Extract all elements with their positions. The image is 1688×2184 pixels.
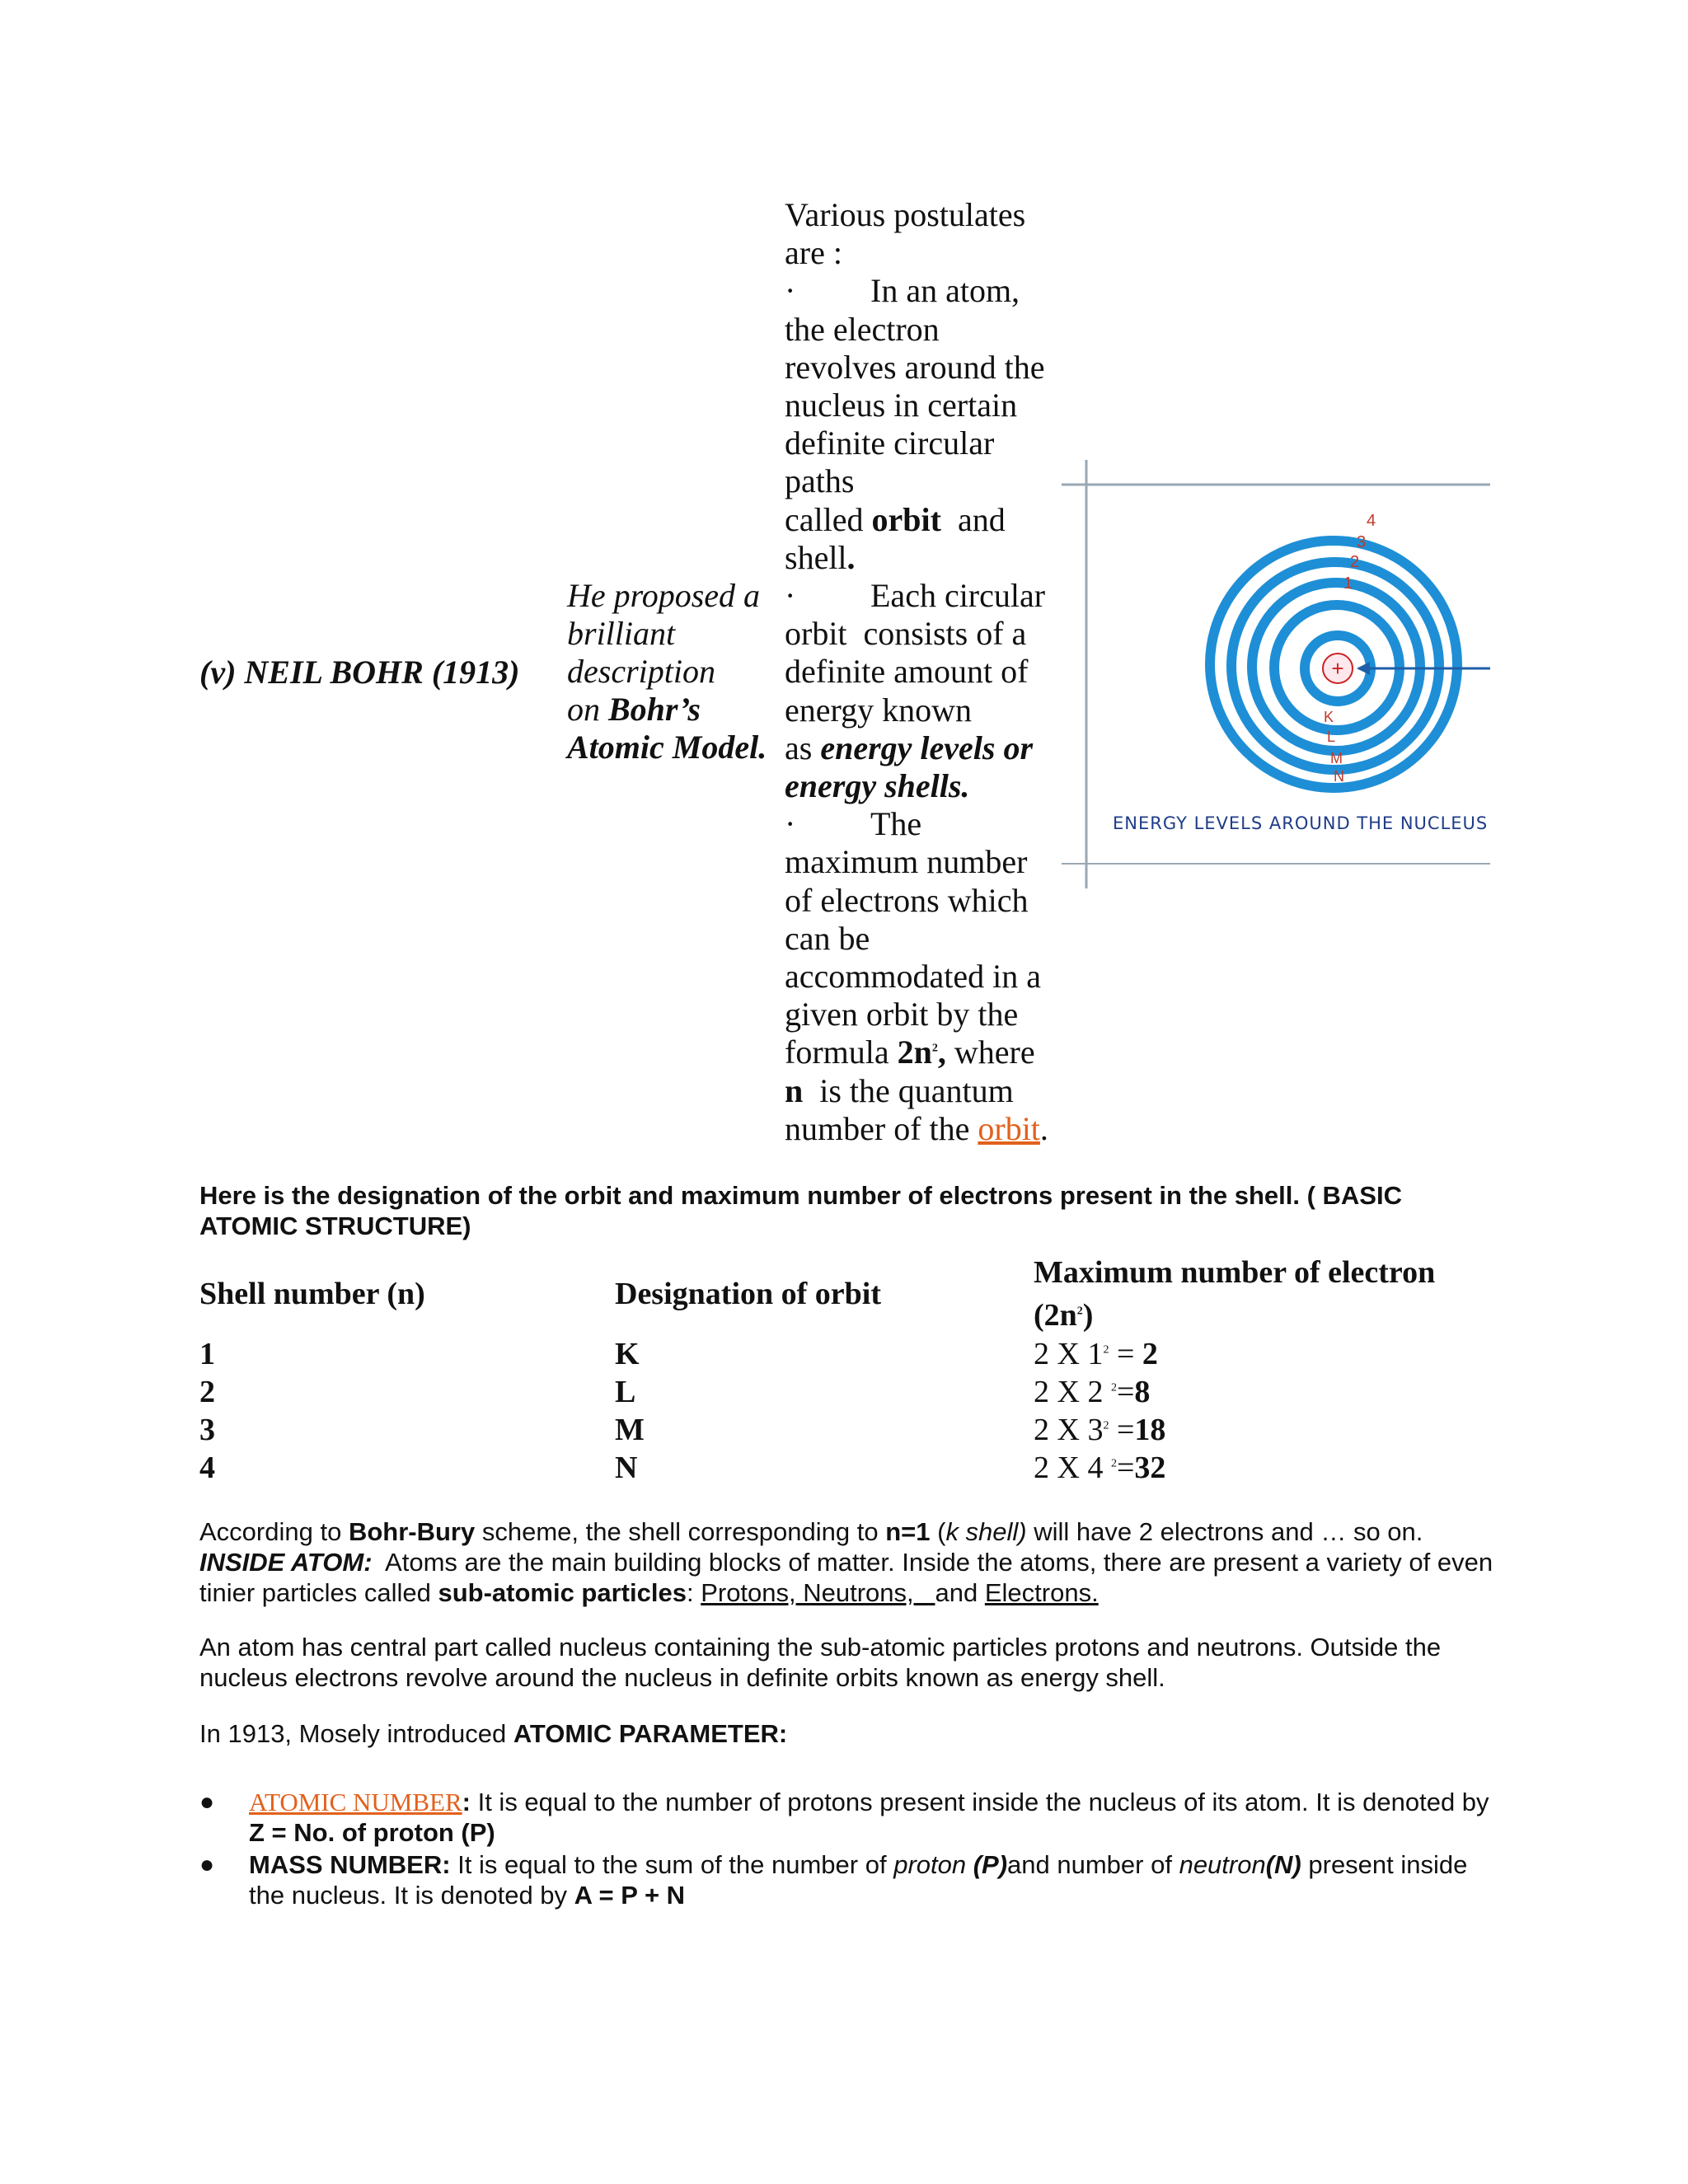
text: It is equal to the number of protons present inside the nucleus of its atom. It is denoted by	[470, 1788, 1489, 1816]
cell-orbit: K	[615, 1337, 640, 1371]
table-row	[199, 1449, 1518, 1487]
text: and number of	[1007, 1850, 1179, 1879]
nucleus-sign: +	[1331, 656, 1344, 681]
desc-line: He proposed a	[567, 577, 761, 614]
postulate-line: definite amount of	[785, 653, 1029, 691]
nucleus-paragraph: An atom has central part called nucleus containing the sub-atomic particles protons and neutrons. Outside the nucleus electrons revolve around the nucleus in definite orbits known as energy shell.	[199, 1633, 1442, 1692]
postulate-line: energy known	[785, 691, 972, 729]
desc-line: brilliant	[567, 615, 676, 652]
atomic-number-link[interactable]: ATOMIC NUMBER	[249, 1788, 462, 1816]
text: will have 2 electrons and … so on.	[1026, 1517, 1423, 1546]
text: is the quantum	[803, 1071, 1014, 1109]
desc-model: Atomic Model.	[567, 729, 767, 766]
text: Maximum number of electron (2n	[1034, 1255, 1436, 1333]
list-item	[199, 1787, 1493, 1848]
bullet-dot: ·	[785, 577, 796, 615]
designation-caption: Here is the designation of the orbit and maximum number of electrons present in the shell. ( BASIC ATOMIC STRUCTURE)	[199, 1181, 1402, 1240]
postulate-line: revolves around the	[785, 348, 1045, 386]
cell-shell: 2	[199, 1375, 215, 1409]
postulate-line	[785, 539, 1061, 577]
mosely-paragraph	[199, 1718, 1493, 1749]
text: .	[846, 538, 856, 576]
bullet-dot: ·	[785, 272, 796, 310]
shell-letter: N	[1334, 768, 1344, 785]
postulate-line	[785, 1110, 1061, 1148]
postulate-line: orbit consists of a	[785, 615, 1027, 653]
cell-shell: 4	[199, 1451, 215, 1485]
superscript: 2	[1103, 1419, 1109, 1432]
formula: A = P + N	[574, 1881, 686, 1910]
proton-term: proton	[893, 1850, 967, 1879]
figure-caption: ENERGY LEVELS AROUND THE NUCLEUS	[1113, 813, 1489, 833]
cell-orbit: N	[615, 1451, 638, 1485]
shell-number: 1	[1343, 574, 1353, 593]
list-item-text	[249, 1849, 1493, 1910]
table-header-row	[199, 1253, 1518, 1335]
text: ,	[937, 1033, 946, 1071]
postulate-line: definite circular	[785, 424, 995, 462]
scientist-name: (v) NEIL BOHR (1913)	[199, 654, 520, 691]
neutron-term: neutron	[1179, 1850, 1266, 1879]
text: =	[1116, 1375, 1135, 1409]
postulate-line: given orbit by the	[785, 996, 1019, 1033]
postulate-line: can be	[785, 919, 870, 957]
text: :	[686, 1578, 701, 1607]
arrow-head-icon	[1357, 662, 1370, 675]
text: =	[1116, 1451, 1135, 1485]
col-header-shell: Shell number (n)	[199, 1277, 425, 1311]
value: 8	[1134, 1375, 1151, 1409]
superscript: 2	[931, 1043, 938, 1056]
postulate-line: nucleus in certain	[785, 387, 1018, 424]
text: formula	[785, 1033, 898, 1071]
shell-letter: M	[1330, 750, 1343, 766]
postulate-bullet-3	[785, 805, 1061, 843]
text: According to	[199, 1517, 349, 1546]
cell-max	[1034, 1373, 1462, 1411]
cell-orbit: M	[615, 1413, 645, 1447]
postulate-bullet-1	[785, 272, 1061, 310]
k-shell-term: k shell)	[945, 1517, 1027, 1546]
text: )	[1082, 1298, 1094, 1333]
text: called	[785, 500, 872, 538]
orbit-link[interactable]: orbit	[978, 1109, 1040, 1147]
text: number of the	[785, 1109, 978, 1147]
desc-line	[567, 691, 771, 729]
energy-levels-term: energy levels or	[820, 729, 1034, 766]
cell-max	[1034, 1335, 1462, 1373]
atomic-parameter-term: ATOMIC PARAMETER:	[513, 1719, 788, 1748]
bohr-bury-term: Bohr-Bury	[348, 1517, 476, 1546]
superscript: 2	[1110, 1457, 1117, 1470]
postulate-line: paths	[785, 462, 855, 500]
list-item-text	[249, 1787, 1493, 1848]
cell-max	[1034, 1449, 1462, 1487]
col-header-max	[1034, 1251, 1462, 1337]
bullet-icon: ●	[199, 1851, 215, 1878]
text: 2 X 1	[1034, 1337, 1104, 1371]
text: =	[1109, 1413, 1135, 1447]
desc-on: on	[567, 691, 608, 728]
text: .	[1039, 1109, 1048, 1147]
text: scheme, the shell corresponding to	[475, 1517, 886, 1546]
text: shell	[785, 538, 847, 576]
bullet-icon: ●	[199, 1788, 215, 1816]
mass-number-term: MASS NUMBER:	[249, 1850, 451, 1879]
desc-bohrs: Bohr’s	[608, 691, 701, 728]
postulate-line: the electron	[785, 310, 940, 348]
postulate-intro: are :	[785, 234, 842, 272]
protons-neutrons-link[interactable]: Protons, Neutrons,	[701, 1578, 935, 1607]
postulate-text: The	[870, 805, 922, 843]
bohr-postulates	[785, 196, 1061, 1148]
table-row	[199, 1373, 1518, 1411]
shell-numbers	[1343, 512, 1376, 593]
n-term: (N)	[1265, 1850, 1301, 1879]
text: where	[945, 1033, 1035, 1071]
bohr-bury-paragraph	[199, 1516, 1500, 1608]
cell-orbit: L	[615, 1375, 636, 1409]
text: and	[940, 500, 1006, 538]
cell-max	[1034, 1411, 1462, 1449]
n1-term: n=1	[885, 1517, 931, 1546]
p-term: (P)	[966, 1850, 1008, 1879]
postulate-bullet-2	[785, 577, 1061, 615]
text: present inside the nucleus. It is denoted by	[249, 1850, 1468, 1910]
value: 18	[1134, 1413, 1166, 1447]
sub-atomic-term: sub-atomic particles	[438, 1578, 687, 1607]
text: as	[785, 729, 821, 766]
text: =	[1109, 1337, 1142, 1371]
bohr-description	[567, 577, 771, 766]
postulate-intro: Various postulates	[785, 196, 1026, 233]
energy-levels-figure	[1062, 460, 1493, 888]
formula: 2n	[897, 1033, 932, 1071]
desc-line	[567, 729, 771, 766]
postulate-line: maximum number	[785, 843, 1028, 881]
shell-number: 3	[1357, 533, 1367, 551]
desc-line: description	[567, 653, 715, 690]
postulate-line	[785, 729, 1061, 767]
energy-levels-diagram	[1062, 460, 1493, 888]
text: and	[935, 1578, 985, 1607]
n-term: n	[785, 1071, 804, 1109]
postulate-line	[785, 501, 1061, 539]
text: Atoms are the main building blocks of matter. Inside the atoms, there are present a variety of even tinier particles called	[199, 1548, 1500, 1607]
formula: Z = No. of proton (P)	[249, 1818, 495, 1847]
col-header-designation: Designation of orbit	[615, 1277, 881, 1311]
cell-shell: 1	[199, 1337, 215, 1371]
bullet-dot: ·	[785, 805, 796, 843]
postulate-line	[785, 767, 1061, 805]
orbit-term: orbit	[871, 500, 941, 538]
value: 2	[1142, 1337, 1158, 1371]
cell-shell: 3	[199, 1413, 215, 1447]
text: 2 X 3	[1034, 1413, 1104, 1447]
text: (	[930, 1517, 946, 1546]
superscript: 2	[1103, 1343, 1109, 1357]
text: It is equal to the sum of the number of	[450, 1850, 894, 1879]
text: In 1913, Mosely introduced	[199, 1719, 513, 1748]
postulate-line	[785, 1033, 1061, 1071]
value: 32	[1134, 1451, 1166, 1485]
list-item	[199, 1849, 1493, 1910]
postulate-text: In an atom,	[870, 272, 1020, 310]
inside-atom-heading: INSIDE ATOM:	[199, 1548, 373, 1577]
shell-letter: L	[1327, 729, 1336, 745]
text: :	[462, 1788, 471, 1816]
postulate-line: accommodated in a	[785, 958, 1041, 996]
superscript: 2	[1076, 1305, 1083, 1318]
shell-number: 2	[1350, 553, 1360, 571]
postulate-line	[785, 1072, 1061, 1110]
atomic-parameters-list	[199, 1787, 1493, 1912]
electrons-link[interactable]: Electrons.	[984, 1578, 1099, 1607]
superscript: 2	[1110, 1381, 1117, 1394]
shell-table	[199, 1253, 1518, 1487]
postulate-line: of electrons which	[785, 881, 1029, 919]
postulate-text: Each circular	[870, 577, 1046, 615]
table-row	[199, 1411, 1518, 1449]
energy-shells-term: energy shells.	[785, 767, 970, 805]
text: 2 X 2	[1034, 1375, 1111, 1409]
shell-number: 4	[1367, 512, 1376, 530]
shell-letter: K	[1324, 709, 1334, 725]
table-row	[199, 1335, 1518, 1373]
text: 2 X 4	[1034, 1451, 1111, 1485]
